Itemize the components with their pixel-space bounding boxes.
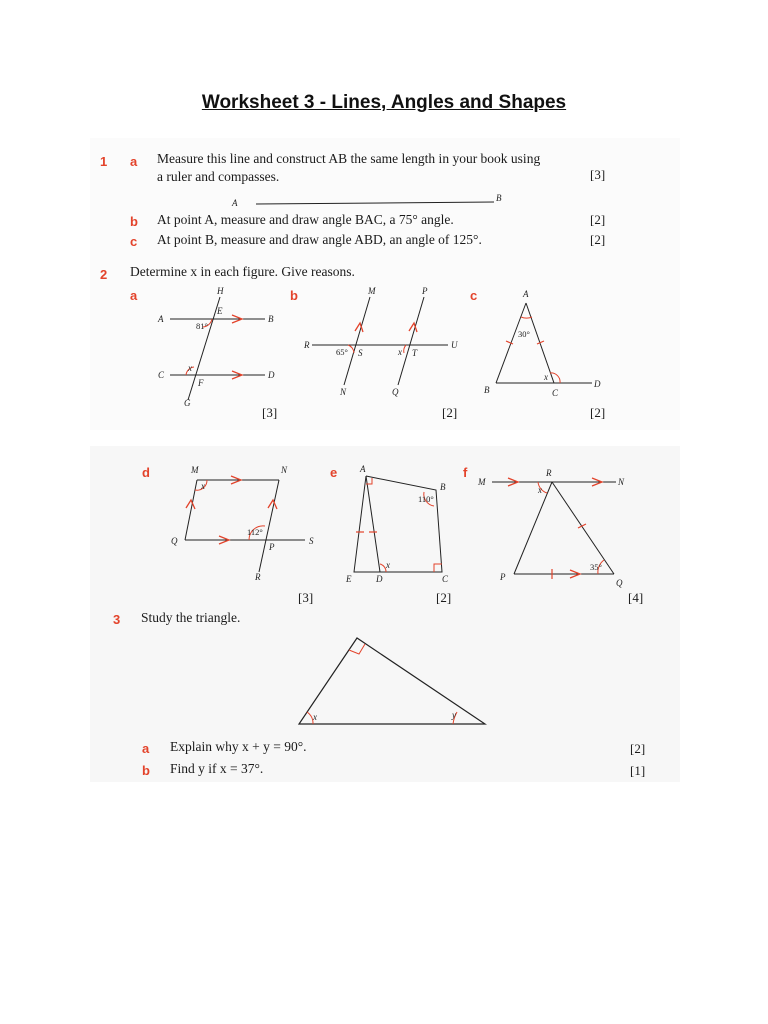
svg-text:H: H (217, 286, 224, 296)
fig2a-label: a (130, 288, 138, 303)
fig2b-label: b (290, 288, 298, 303)
fig2b-angle: 65° (336, 347, 348, 357)
svg-text:x: x (538, 485, 542, 495)
q3b-label: b (142, 763, 150, 778)
svg-text:M: M (368, 286, 376, 296)
fig2e-marks: [2] (436, 590, 452, 605)
svg-text:Q: Q (616, 578, 623, 588)
q1-point-a: A (232, 198, 238, 208)
svg-text:R: R (304, 340, 310, 350)
q1c-text: At point B, measure and draw angle ABD, an angle of 125°. (157, 232, 482, 247)
svg-text:M: M (478, 477, 486, 487)
svg-text:N: N (618, 477, 625, 487)
fig2e-angle: 110° (418, 494, 434, 504)
svg-text:x: x (386, 560, 390, 570)
q1a-text-line1: Measure this line and construct AB the same length in your book using (157, 151, 541, 166)
q3b-text: Find y if x = 37°. (170, 761, 264, 776)
fig2d-angle: 112° (247, 527, 263, 537)
fig2c-angle: 30° (518, 329, 530, 339)
fig2a-marks: [3] (262, 405, 278, 420)
q3-triangle (295, 632, 495, 732)
fig2d-marks: [3] (298, 590, 314, 605)
svg-text:x: x (201, 481, 205, 491)
q2-number: 2 (100, 267, 108, 282)
svg-text:B: B (268, 314, 274, 324)
svg-text:P: P (422, 286, 428, 296)
fig2a-angle: 81° (196, 321, 208, 331)
svg-text:U: U (451, 340, 458, 350)
q1c-marks: [2] (590, 232, 606, 247)
q2-text: Determine x in each figure. Give reasons. (130, 264, 355, 279)
svg-text:M: M (191, 465, 199, 475)
svg-text:C: C (158, 370, 165, 380)
fig2b (300, 285, 470, 400)
q3a-label: a (142, 741, 150, 756)
svg-text:T: T (412, 348, 418, 358)
svg-text:x: x (544, 372, 548, 382)
fig2e-label: e (330, 465, 338, 480)
svg-text:P: P (269, 542, 275, 552)
q1b-text: At point A, measure and draw angle BAC, a 75° angle. (157, 212, 454, 227)
q1a-marks: [3] (590, 167, 606, 182)
svg-text:x: x (313, 712, 317, 722)
svg-text:N: N (281, 465, 288, 475)
q1a-label: a (130, 154, 138, 169)
svg-text:x: x (188, 363, 192, 373)
svg-text:Q: Q (171, 536, 178, 546)
svg-text:G: G (184, 398, 191, 408)
svg-text:D: D (376, 574, 383, 584)
q1-number: 1 (100, 154, 108, 169)
svg-text:E: E (217, 306, 223, 316)
svg-text:N: N (340, 387, 347, 397)
svg-text:D: D (594, 379, 601, 389)
fig2a (150, 285, 290, 410)
svg-text:C: C (552, 388, 559, 398)
svg-text:A: A (523, 289, 529, 299)
svg-text:A: A (158, 314, 164, 324)
svg-text:R: R (255, 572, 261, 582)
svg-text:D: D (268, 370, 275, 380)
svg-text:P: P (500, 572, 506, 582)
svg-text:C: C (442, 574, 449, 584)
q3-number: 3 (113, 612, 121, 627)
svg-text:R: R (546, 468, 552, 478)
q3b-marks: [1] (630, 763, 646, 778)
svg-text:Q: Q (392, 387, 399, 397)
svg-text:x: x (398, 347, 402, 357)
svg-text:y: y (452, 710, 456, 720)
fig2f-marks: [4] (628, 590, 644, 605)
q3a-marks: [2] (630, 741, 646, 756)
page-title: Worksheet 3 - Lines, Angles and Shapes (201, 92, 567, 113)
fig2e (340, 462, 470, 587)
svg-text:B: B (440, 482, 446, 492)
fig2f-label: f (463, 465, 468, 480)
q3-text: Study the triangle. (141, 610, 241, 625)
svg-text:S: S (358, 348, 363, 358)
svg-text:B: B (484, 385, 490, 395)
svg-text:F: F (198, 378, 204, 388)
fig2b-marks: [2] (442, 405, 458, 420)
fig2d (165, 460, 325, 585)
svg-text:S: S (309, 536, 314, 546)
q1b-marks: [2] (590, 212, 606, 227)
q1-point-b: B (496, 193, 502, 203)
q1b-label: b (130, 214, 138, 229)
q1-line-ab (228, 192, 518, 212)
q3a-text: Explain why x + y = 90°. (170, 739, 307, 754)
svg-text:A: A (360, 464, 366, 474)
fig2f-angle: 35° (590, 562, 602, 572)
fig2c-label: c (470, 288, 478, 303)
q1c-label: c (130, 234, 138, 249)
fig2c (480, 285, 620, 400)
svg-text:E: E (346, 574, 352, 584)
fig2d-label: d (142, 465, 150, 480)
fig2c-marks: [2] (590, 405, 606, 420)
q1a-text-line2: a ruler and compasses. (157, 169, 280, 184)
fig2f (478, 462, 638, 587)
